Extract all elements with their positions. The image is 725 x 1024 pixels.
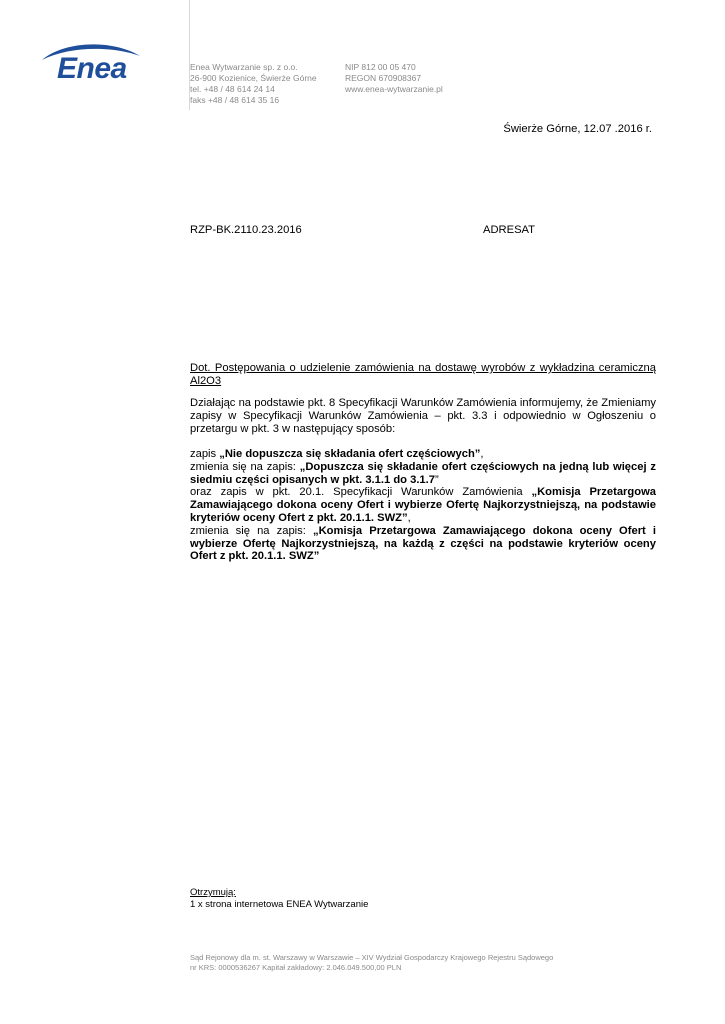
company-website: www.enea-wytwarzanie.pl <box>345 84 443 94</box>
reference-number: RZP-BK.2110.23.2016 <box>190 224 302 236</box>
company-nip: NIP 812 00 05 470 <box>345 62 416 72</box>
company-phone: tel. +48 / 48 614 24 14 <box>190 84 275 94</box>
recipient-item: 1 x strona internetowa ENEA Wytwarzanie <box>190 899 369 910</box>
letter-intro: Działając na podstawie pkt. 8 Specyfikacji Warunków Zamówienia informujemy, że Zmieniamy zapisy w Specyfikacji Warunków Zamówienia – pkt. 3.3 i odpowiednio w Ogłoszeniu o przetargu w pkt. 3 w następujący sposób: <box>190 397 656 435</box>
company-address: 26-900 Kozienice, Świerże Górne <box>190 73 317 83</box>
clause-amended-2: zmienia się na zapis: „Komisja Przetargowa Zamawiającego dokona oceny Ofert i wybierze Ofertę Najkorzystniejszą, na każdą z części na podstawie kryteriów oceny Ofert z pkt. 20.1.1. SWZ” <box>190 524 656 563</box>
company-contact-block <box>190 62 317 106</box>
company-registry-block <box>345 62 443 95</box>
company-fax: faks +48 / 48 614 35 16 <box>190 95 280 105</box>
company-regon: REGON 670908367 <box>345 73 422 83</box>
addressee: ADRESAT <box>483 224 536 236</box>
clause-original-1: zapis „Nie dopuszcza się składania ofert częściowych”, <box>190 448 484 460</box>
clause-amended-1: zmienia się na zapis: „Dopuszcza się składanie ofert częściowych na jedną lub więcej z siedmiu części opisanych w pkt. 3.1.1 do 3.1.7” <box>190 460 656 486</box>
clause-original-2: oraz zapis w pkt. 20.1. Specyfikacji Warunków Zamówienia „Komisja Przetargowa Zamawiającego dokona oceny Ofert i wybierze Ofertę Najkorzystniejszą, na podstawie kryteriów oceny Ofert z pkt. 20.1.1. SWZ”, <box>190 486 656 524</box>
letter-date: Świerże Górne, 12.07 .2016 r. <box>503 123 652 135</box>
enea-logo <box>40 40 152 90</box>
letter-subject: Dot. Postępowania o udzielenie zamówienia na dostawę wyrobów z wykładzina ceramiczną Al2O3 <box>190 362 656 387</box>
recipients-title: Otrzymują: <box>190 887 236 898</box>
company-name: Enea Wytwarzanie sp. z o.o. <box>190 62 298 72</box>
footer-court-line: Sąd Rejonowy dla m. st. Warszawy w Warszawie – XIV Wydział Gospodarczy Krajowego Rejestru Sądowego <box>190 953 554 962</box>
logo-wordmark: Enea <box>57 52 127 85</box>
amendment-clauses <box>190 448 656 563</box>
footer-krs-line: nr KRS: 0000536267 Kapitał zakładowy: 2.046.049.500,00 PLN <box>190 963 402 972</box>
registry-footer <box>190 953 553 973</box>
